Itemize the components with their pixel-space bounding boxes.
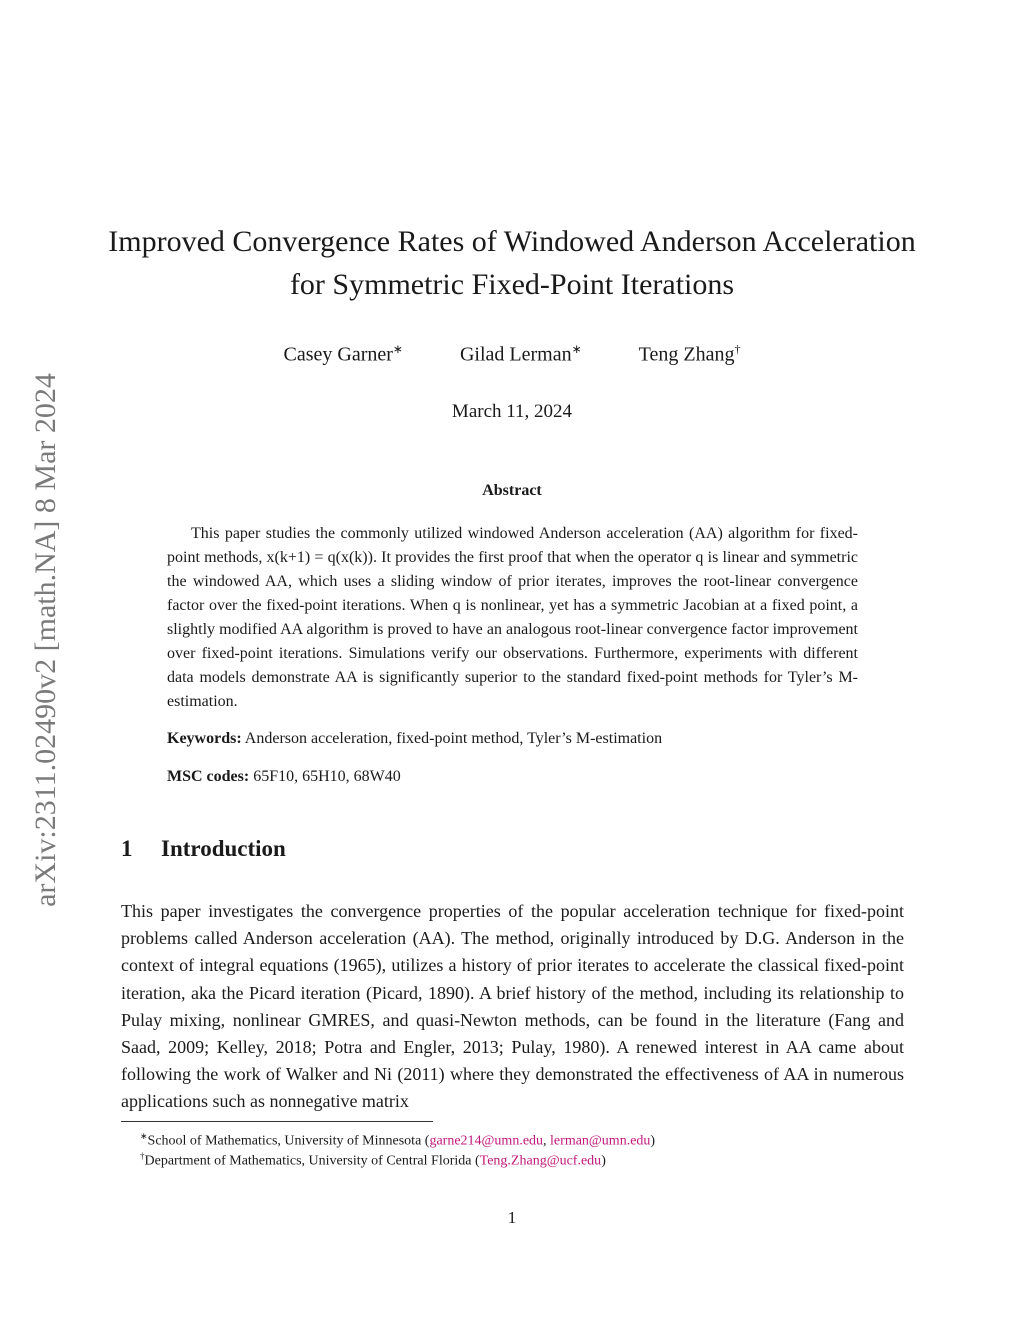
section-title: Introduction (161, 836, 286, 861)
email-link[interactable]: garne214@umn.edu (429, 1133, 544, 1149)
keywords-value: Anderson acceleration, fixed-point method, Tyler’s M-estimation (244, 730, 663, 747)
page-number: 1 (507, 1208, 517, 1227)
author: Casey Garner∗ (283, 342, 403, 366)
paper-title-line-2: for Symmetric Fixed-Point Iterations (289, 268, 735, 301)
paper-date: March 11, 2024 (451, 401, 573, 422)
footnote-divider (121, 1121, 433, 1122)
email-link[interactable]: Teng.Zhang@ucf.edu (479, 1153, 602, 1169)
msc-label: MSC codes: (167, 768, 250, 785)
footnote-1: ∗School of Mathematics, University of Minnesota (garne214@umn.edu, lerman@umn.edu) (140, 1131, 656, 1149)
author: Teng Zhang† (638, 342, 741, 366)
msc-value: 65F10, 65H10, 68W40 (253, 768, 401, 785)
email-link[interactable]: lerman@umn.edu (550, 1133, 651, 1149)
abstract-text: This paper studies the commonly utilized windowed Anderson acceleration (AA) algorithm for fixed-point methods, x(k+1) = q(x(k)). It provides the first proof that when the operator q is linear and symmetric the windowed AA, which uses a sliding window of prior iterates, improves the root-linear convergence factor over the fixed-point iterations. When q is nonlinear, yet has a symmetric Jacobian at a fixed point, a slightly modified AA algorithm is proved to have an analogous root-linear convergence factor improvement over fixed-point iterations. Simulations verify our observations. Furthermore, experiments with different data models demonstrate AA is significantly superior to the standard fixed-point methods for Tyler’s M-estimation. (167, 525, 858, 710)
author: Gilad Lerman∗ (459, 342, 582, 366)
keywords-line (167, 730, 662, 748)
intro-paragraph: This paper investigates the convergence properties of the popular acceleration technique for fixed-point problems called Anderson acceleration (AA). The method, originally introduced by D.G. Anderson in the context of integral equations (1965), utilizes a history of prior iterates to accelerate the classical fixed-point iteration, aka the Picard iteration (Picard, 1890). A brief history of the method, including its relationship to Pulay mixing, nonlinear GMRES, and quasi-Newton methods, can be found in the literature (Fang and Saad, 2009; Kelley, 2018; Potra and Engler, 2013; Pulay, 1980). A renewed interest in AA came about following the work of Walker and Ni (2011) where they demonstrated the effectiveness of AA in numerous applications such as nonnegative matrix (121, 901, 904, 1112)
msc-codes-line (167, 768, 401, 786)
section-number: 1 (121, 836, 133, 861)
footnote-2: †Department of Mathematics, University of Central Florida (Teng.Zhang@ucf.edu) (140, 1151, 606, 1169)
keywords-label: Keywords: (167, 730, 242, 747)
arxiv-identifier: arXiv:2311.02490v2 [math.NA] 8 Mar 2024 (29, 373, 62, 907)
paper-title-line-1: Improved Convergence Rates of Windowed Anderson Acceleration (108, 225, 916, 258)
section-heading (121, 836, 286, 862)
abstract-heading: Abstract (482, 482, 542, 499)
author-list (0, 342, 1024, 367)
